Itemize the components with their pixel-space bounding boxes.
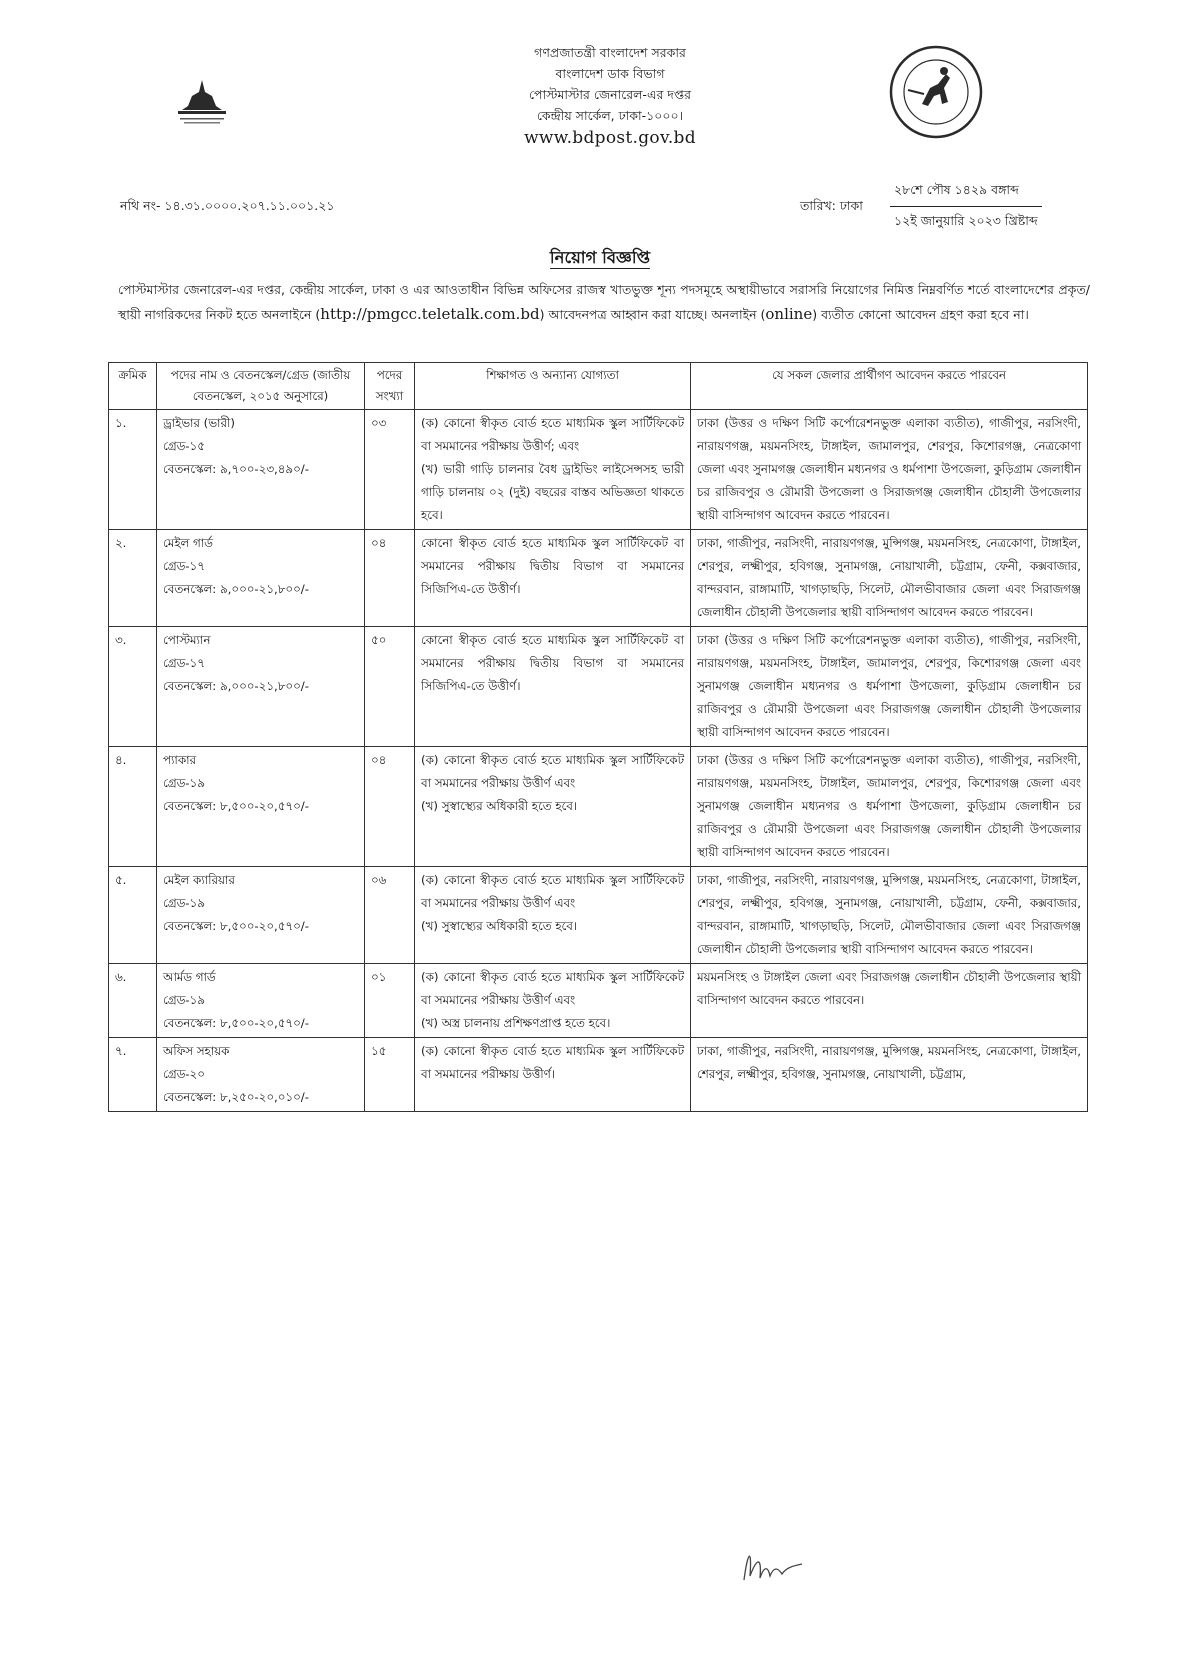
cell-qualification <box>415 530 691 627</box>
post-pay-scale: বেতনস্কেল: ৯,০০০-২১,৮০০/- <box>163 679 309 693</box>
vacancy-count: ৫০ <box>371 633 387 647</box>
post-grade: গ্রেড-১৭ <box>163 559 205 573</box>
file-reference: নথি নং- ১৪.৩১.০০০০.২০৭.১১.০০১.২১ <box>120 198 335 213</box>
letterhead-line-dept: বাংলাদেশ ডাক বিভাগ <box>555 66 665 81</box>
cell-post <box>157 627 365 747</box>
cell-post <box>157 530 365 627</box>
post-name: আর্মড গার্ড <box>163 970 216 984</box>
intro-text-2: ) আবেদনপত্র আহ্বান করা যাচ্ছে। অনলাইন ( <box>539 307 766 322</box>
qualification-item: (ক) কোনো স্বীকৃত বোর্ড হতে মাধ্যমিক স্কুল সার্টিফিকেট বা সমমানের পরীক্ষায় উত্তীর্ণ এবং <box>421 753 684 790</box>
application-url-link[interactable]: http://pmgcc.teletalk.com.bd <box>320 305 540 323</box>
cell-qualification <box>415 964 691 1038</box>
qualification-item: কোনো স্বীকৃত বোর্ড হতে মাধ্যমিক স্কুল সার্টিফিকেট বা সমমানের পরীক্ষায় দ্বিতীয় বিভাগ বা সমমানের সিজিপিএ-তে উত্তীর্ণ। <box>421 633 684 693</box>
cell-sl <box>109 867 157 964</box>
eligible-districts: ঢাকা, গাজীপুর, নরসিংদী, নারায়ণগঞ্জ, মুন্সিগঞ্জ, ময়মনসিংহ, নেত্রকোণা, টাঙ্গাইল, শেরপুর, লক্ষ্মীপুর, হবিগঞ্জ, সুনামগঞ্জ, নোয়াখালী, চট্টগ্রাম, <box>697 1044 1081 1081</box>
cell-post <box>157 1038 365 1112</box>
cell-count <box>365 867 415 964</box>
cell-districts <box>691 410 1088 530</box>
eligible-districts: ঢাকা (উত্তর ও দক্ষিণ সিটি কর্পোরেশনভুক্ত এলাকা ব্যতীত), গাজীপুর, নরসিংদী, নারায়ণগঞ্জ, ময়মনসিংহ, টাঙ্গাইল, জামালপুর, শেরপুর, কিশোরগঞ্জ, নেত্রকোণা জেলা এবং সুনামগঞ্জ জেলাধীন মধ্যনগর ও ধর্মপাশা উপজেলা, কুড়িগ্রাম জেলাধীন চর রাজিবপুর ও রৌমারী উপজেলা ও সিরাজগঞ্জ জেলাধীন চৌহালী উপজেলার স্থায়ী বাসিন্দাগণ আবেদন করতে পারবেন। <box>697 416 1081 522</box>
cell-count <box>365 747 415 867</box>
cell-sl <box>109 410 157 530</box>
header-post: পদের নাম ও বেতনস্কেল/গ্রেড (জাতীয় বেতনস্কেল, ২০১৫ অনুসারে) <box>157 363 365 410</box>
cell-post <box>157 747 365 867</box>
date-english: ১২ই জানুয়ারি ২০২৩ খ্রিষ্টাব্দ <box>894 213 1038 228</box>
cell-qualification <box>415 867 691 964</box>
eligible-districts: ঢাকা (উত্তর ও দক্ষিণ সিটি কর্পোরেশনভুক্ত এলাকা ব্যতীত), গাজীপুর, নরসিংদী, নারায়ণগঞ্জ, ময়মনসিংহ, টাঙ্গাইল, জামালপুর, শেরপুর, কিশোরগঞ্জ জেলা এবং সুনামগঞ্জ জেলাধীন মধ্যনগর ও ধর্মপাশা উপজেলা, কুড়িগ্রাম জেলাধীন চর রাজিবপুর ও রৌমারী উপজেলা এবং সিরাজগঞ্জ জেলাধীন চৌহালী উপজেলার স্থায়ী বাসিন্দাগণ আবেদন করতে পারবেন। <box>697 633 1081 739</box>
eligible-districts: ময়মনসিংহ ও টাঙ্গাইল জেলা এবং সিরাজগঞ্জ জেলাধীন চৌহালী উপজেলার স্থায়ী বাসিন্দাগণ আবেদন করতে পারবেন। <box>697 970 1081 1007</box>
date-label: তারিখ: ঢাকা <box>800 198 863 213</box>
qualification-item: (ক) কোনো স্বীকৃত বোর্ড হতে মাধ্যমিক স্কুল সার্টিফিকেট বা সমমানের পরীক্ষায় উত্তীর্ণ এবং <box>421 970 684 1007</box>
eligible-districts: ঢাকা (উত্তর ও দক্ষিণ সিটি কর্পোরেশনভুক্ত এলাকা ব্যতীত), গাজীপুর, নরসিংদী, নারায়ণগঞ্জ, ময়মনসিংহ, টাঙ্গাইল, জামালপুর, শেরপুর, কিশোরগঞ্জ জেলা এবং সুনামগঞ্জ জেলাধীন মধ্যনগর ও ধর্মপাশা উপজেলা, কুড়িগ্রাম জেলাধীন চর রাজিবপুর ও রৌমারী উপজেলা এবং সিরাজগঞ্জ জেলাধীন চৌহালী উপজেলার স্থায়ী বাসিন্দাগণ আবেদন করতে পারবেন। <box>697 753 1081 859</box>
cell-post <box>157 410 365 530</box>
table-row <box>109 747 1088 867</box>
table-row <box>109 964 1088 1038</box>
table-row <box>109 410 1088 530</box>
cell-districts <box>691 747 1088 867</box>
serial-number: ২. <box>115 536 127 550</box>
qualification-item: (ক) কোনো স্বীকৃত বোর্ড হতে মাধ্যমিক স্কুল সার্টিফিকেট বা সমমানের পরীক্ষায় উত্তীর্ণ; এবং <box>421 416 684 453</box>
cell-sl <box>109 747 157 867</box>
letterhead-line-govt: গণপ্রজাতন্ত্রী বাংলাদেশ সরকার <box>534 45 686 60</box>
cell-districts <box>691 964 1088 1038</box>
government-emblem-icon <box>172 78 232 126</box>
cell-sl <box>109 530 157 627</box>
cell-districts <box>691 1038 1088 1112</box>
vacancy-count: ০৬ <box>371 873 387 887</box>
intro-text-1: পোস্টমাস্টার জেনারেল-এর দপ্তর, কেন্দ্রীয় সার্কেল, ঢাকা ও এর আওতাধীন বিভিন্ন অফিসের রাজস্ব খাতভুক্ত শূন্য পদসমূহে অস্থায়ীভাবে সরাসরি নিয়োগের নিমিত্ত নিম্নবর্ণিত শর্তে বাংলাদেশের প্রকৃত/স্থায়ী নাগরিকদের নিকট হতে অনলাইনে ( <box>118 282 1090 322</box>
post-name: পোস্টম্যান <box>163 633 211 647</box>
intro-text-3: ) ব্যতীত কোনো আবেদন গ্রহণ করা হবে না। <box>812 307 1029 322</box>
post-name: প্যাকার <box>163 753 197 767</box>
eligible-districts: ঢাকা, গাজীপুর, নরসিংদী, নারায়ণগঞ্জ, মুন্সিগঞ্জ, ময়মনসিংহ, নেত্রকোণা, টাঙ্গাইল, শেরপুর, লক্ষ্মীপুর, হবিগঞ্জ, সুনামগঞ্জ, নোয়াখালী, চট্টগ্রাম, ফেনী, কক্সবাজার, বান্দরবান, রাঙ্গামাটি, খাগড়াছড়ি, সিলেট, মৌলভীবাজার জেলা এবং সিরাজগঞ্জ জেলাধীন চৌহালী উপজেলার স্থায়ী বাসিন্দাগণ আবেদন করতে পারবেন। <box>697 536 1081 619</box>
table-header-row <box>109 363 1088 410</box>
letterhead <box>400 42 820 150</box>
qualification-item: (ক) কোনো স্বীকৃত বোর্ড হতে মাধ্যমিক স্কুল সার্টিফিকেট বা সমমানের পরীক্ষায় উত্তীর্ণ। <box>421 1044 684 1081</box>
intro-paragraph <box>118 278 1090 327</box>
eligible-districts: ঢাকা, গাজীপুর, নরসিংদী, নারায়ণগঞ্জ, মুন্সিগঞ্জ, ময়মনসিংহ, নেত্রকোণা, টাঙ্গাইল, শেরপুর, লক্ষ্মীপুর, হবিগঞ্জ, সুনামগঞ্জ, নোয়াখালী, চট্টগ্রাম, ফেনী, কক্সবাজার, বান্দরবান, রাঙ্গামাটি, খাগড়াছড়ি, সিলেট, মৌলভীবাজার জেলা এবং সিরাজগঞ্জ জেলাধীন চৌহালী উপজেলার স্থায়ী বাসিন্দাগণ আবেদন করতে পারবেন। <box>697 873 1081 956</box>
letterhead-line-address: কেন্দ্রীয় সার্কেল, ঢাকা-১০০০। <box>536 108 684 123</box>
table-row <box>109 530 1088 627</box>
serial-number: ৫. <box>115 873 127 887</box>
cell-post <box>157 964 365 1038</box>
header-districts: যে সকল জেলার প্রার্থীগণ আবেদন করতে পারবেন <box>691 363 1088 410</box>
post-grade: গ্রেড-২০ <box>163 1067 205 1081</box>
post-pay-scale: বেতনস্কেল: ৮,৫০০-২০,৫৭০/- <box>163 1016 309 1030</box>
qualification-item: কোনো স্বীকৃত বোর্ড হতে মাধ্যমিক স্কুল সার্টিফিকেট বা সমমানের পরীক্ষায় দ্বিতীয় বিভাগ বা সমমানের সিজিপিএ-তে উত্তীর্ণ। <box>421 536 684 596</box>
signature-icon <box>738 1540 808 1590</box>
serial-number: ৬. <box>115 970 127 984</box>
cell-districts <box>691 627 1088 747</box>
qualification-item: (খ) ভারী গাড়ি চালনার বৈধ ড্রাইভিং লাইসেন্সসহ ভারী গাড়ি চালনায় ০২ (দুই) বছরের বাস্তব অভিজ্ঞতা থাকতে হবে। <box>421 462 684 522</box>
date-bangla: ২৮শে পৌষ ১৪২৯ বঙ্গাব্দ <box>890 180 1042 207</box>
vacancy-table <box>108 362 1088 1112</box>
cell-post <box>157 867 365 964</box>
table-row <box>109 627 1088 747</box>
cell-sl <box>109 964 157 1038</box>
website-link[interactable]: www.bdpost.gov.bd <box>524 128 696 148</box>
cell-districts <box>691 867 1088 964</box>
cell-count <box>365 530 415 627</box>
cell-count <box>365 1038 415 1112</box>
notice-title: নিয়োগ বিজ্ঞপ্তি <box>549 248 651 267</box>
vacancy-count: ১৫ <box>371 1044 387 1058</box>
vacancy-count: ০৩ <box>371 416 387 430</box>
post-pay-scale: বেতনস্কেল: ৮,৫০০-২০,৫৭০/- <box>163 799 309 813</box>
post-grade: গ্রেড-১৯ <box>163 993 205 1007</box>
cell-count <box>365 964 415 1038</box>
post-grade: গ্রেড-১৫ <box>163 439 205 453</box>
post-grade: গ্রেড-১৭ <box>163 656 205 670</box>
online-word: online <box>765 305 813 323</box>
cell-qualification <box>415 627 691 747</box>
header-sl: ক্রমিক <box>109 363 157 410</box>
qualification-item: (ক) কোনো স্বীকৃত বোর্ড হতে মাধ্যমিক স্কুল সার্টিফিকেট বা সমমানের পরীক্ষায় উত্তীর্ণ এবং <box>421 873 684 910</box>
post-pay-scale: বেতনস্কেল: ৮,২৫০-২০,০১০/- <box>163 1090 309 1104</box>
vacancy-count: ০১ <box>371 970 387 984</box>
notice-title-wrap <box>0 245 1200 272</box>
post-name: অফিস সহায়ক <box>163 1044 230 1058</box>
qualification-item: (খ) সুস্বাস্থ্যের অধিকারী হতে হবে। <box>421 799 578 813</box>
post-pay-scale: বেতনস্কেল: ৯,৭০০-২৩,৪৯০/- <box>163 462 309 476</box>
header-count: পদের সংখ্যা <box>365 363 415 410</box>
post-pay-scale: বেতনস্কেল: ৮,৫০০-২০,৫৭০/- <box>163 919 309 933</box>
post-name: মেইল ক্যারিয়ার <box>163 873 235 887</box>
cell-sl <box>109 627 157 747</box>
post-pay-scale: বেতনস্কেল: ৯,০০০-২১,৮০০/- <box>163 582 309 596</box>
cell-districts <box>691 530 1088 627</box>
post-name: ড্রাইভার (ভারী) <box>163 416 235 430</box>
serial-number: ৭. <box>115 1044 127 1058</box>
post-name: মেইল গার্ড <box>163 536 213 550</box>
cell-count <box>365 410 415 530</box>
cell-qualification <box>415 747 691 867</box>
qualification-item: (খ) অস্ত্র চালনায় প্রশিক্ষণপ্রাপ্ত হতে হবে। <box>421 1016 611 1030</box>
bangladesh-post-seal-icon <box>888 44 984 140</box>
table-row <box>109 1038 1088 1112</box>
vacancy-count: ০৪ <box>371 753 387 767</box>
qualification-item: (খ) সুস্বাস্থ্যের অধিকারী হতে হবে। <box>421 919 578 933</box>
cell-qualification <box>415 1038 691 1112</box>
vacancy-count: ০৪ <box>371 536 387 550</box>
serial-number: ৩. <box>115 633 127 647</box>
header-qualification: শিক্ষাগত ও অন্যান্য যোগ্যতা <box>415 363 691 410</box>
serial-number: ১. <box>115 416 127 430</box>
post-grade: গ্রেড-১৯ <box>163 896 205 910</box>
post-grade: গ্রেড-১৯ <box>163 776 205 790</box>
cell-qualification <box>415 410 691 530</box>
date-values <box>890 180 1042 233</box>
letterhead-line-office: পোস্টমাস্টার জেনারেল-এর দপ্তর <box>528 87 692 102</box>
cell-count <box>365 627 415 747</box>
serial-number: ৪. <box>115 753 127 767</box>
table-row <box>109 867 1088 964</box>
cell-sl <box>109 1038 157 1112</box>
